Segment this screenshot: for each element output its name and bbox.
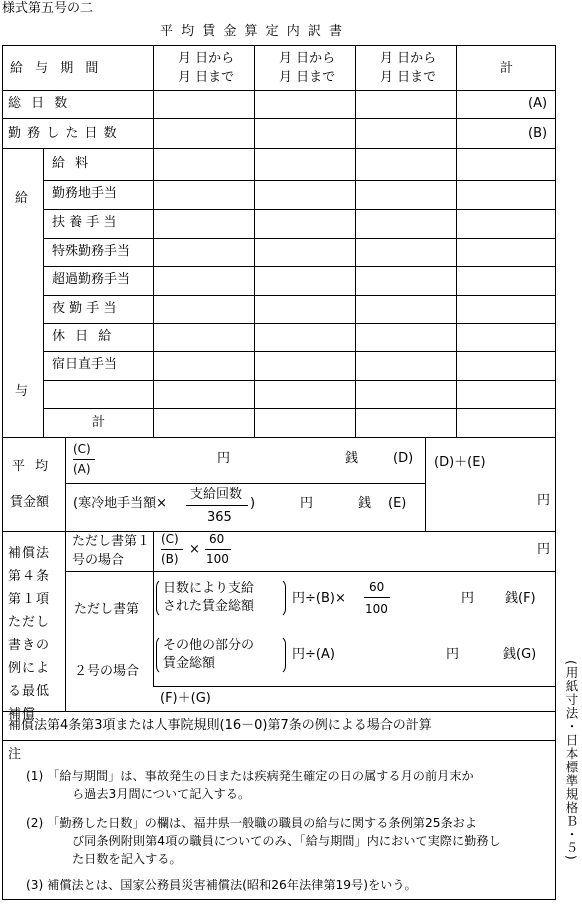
- pay-item-salary: 給 料: [52, 156, 92, 171]
- case1-fraction-bar: [161, 549, 183, 550]
- form-title: 平 均 賃 金 算 定 内 訳 書: [160, 24, 345, 39]
- case1-b: (B): [161, 552, 179, 566]
- pay-total-label: 計: [92, 415, 106, 430]
- avg-label-top: 平 均: [12, 459, 52, 474]
- case1-times: ×: [189, 542, 200, 557]
- total-days-label: 総 日 数: [8, 96, 71, 111]
- f-expression: 円÷(B)×: [292, 591, 346, 606]
- pay-item-night-watch: 宿日直手当: [52, 357, 118, 372]
- pay-item-night-duty: 夜 勤 手 当: [52, 301, 117, 316]
- de-yen: 円: [537, 493, 551, 508]
- col2-to: 月 日まで: [279, 70, 336, 85]
- f-fraction-bar: [364, 597, 390, 598]
- case1-label: ただし書第１号の場合: [72, 534, 151, 568]
- form-number: 様式第五号の二: [2, 1, 94, 16]
- avg-sen: 銭: [345, 451, 359, 466]
- note2-line1: (2) 「勤務した日数」の欄は、福井県一般職の職員の給与に関する条例第25条およ: [26, 816, 478, 830]
- cold-yen: 円: [300, 496, 314, 511]
- avg-fraction-bar: [73, 459, 95, 460]
- col1-from: 月 日から: [178, 51, 235, 66]
- f-yen: 円: [461, 591, 475, 606]
- f-den: 100: [365, 602, 388, 616]
- pay-item-overtime: 超過勤務手当: [52, 272, 131, 287]
- case1-yen: 円: [537, 542, 551, 557]
- case2-label-bottom: ２号の場合: [74, 664, 140, 679]
- avg-e: (E): [388, 496, 407, 511]
- g-yen: 円: [446, 647, 460, 662]
- case1-den: 100: [206, 552, 229, 566]
- avg-c: (C): [73, 442, 91, 456]
- cold-prefix: (寒冷地手当額×: [73, 496, 167, 511]
- avg-label-bottom: 賃金額: [10, 495, 50, 510]
- col3-to: 月 日まで: [380, 70, 437, 85]
- f-paren-line1: 日数により支給: [163, 581, 255, 596]
- f-sen: 銭(F): [505, 591, 536, 606]
- pay-item-dependent-allowance: 扶 養 手 当: [52, 215, 117, 230]
- pay-group-top: 給: [15, 191, 29, 206]
- compensation-label: 補償法第４条第１項ただし書きの例による最低補償: [8, 546, 51, 722]
- work-days-label: 勤 務 し た 日 数: [8, 126, 118, 141]
- case1-num: 60: [209, 532, 225, 546]
- note1-line1: (1) 「給与期間」は、事故発生の日または疾病発生確定の日の属する月の前月末か: [26, 769, 474, 783]
- note3: (3) 補償法とは、国家公務員災害補償法(昭和26年法律第19号)をいう。: [26, 878, 417, 892]
- case2-label-top: ただし書第: [74, 602, 140, 617]
- pay-item-holiday: 休 日 給: [52, 329, 115, 344]
- pay-item-location-allowance: 勤務地手当: [52, 186, 118, 201]
- cold-numerator: 支給回数: [190, 487, 243, 502]
- pay-item-special-duty: 特殊勤務手当: [52, 244, 131, 259]
- fg-sum: (F)＋(G): [160, 691, 211, 706]
- de-sum: (D)＋(E): [434, 455, 486, 470]
- avg-yen: 円: [217, 451, 231, 466]
- total-header: 計: [500, 61, 514, 76]
- g-sen: 銭(G): [503, 647, 537, 662]
- paper-size-note: (用紙寸法・日本標準規格Ｂ・５): [564, 660, 579, 861]
- g-expression: 円÷(A): [292, 647, 335, 662]
- notes-heading: 注: [8, 747, 22, 762]
- case1-percent-bar: [205, 549, 231, 550]
- g-paren-line2: 賃金総額: [163, 656, 216, 671]
- cold-sen: 銭: [358, 496, 372, 511]
- cold-denominator: 365: [207, 510, 232, 525]
- f-paren-line2: された賃金総額: [163, 599, 255, 614]
- g-paren-line1: その他の部分の: [163, 638, 255, 653]
- cold-fraction-bar: [186, 505, 248, 506]
- pay-group-bottom: 与: [15, 384, 29, 399]
- period-label: 給 与 期 間: [10, 61, 103, 76]
- case1-c: (C): [161, 532, 179, 546]
- note2-line3: た日数を記入する。: [72, 852, 182, 866]
- note2-line2: び同条例附則第4項の職員についてのみ、「給与期間」内において実際に勤務し: [72, 834, 501, 848]
- avg-d: (D): [393, 451, 414, 466]
- cold-suffix: ): [250, 496, 256, 511]
- col3-from: 月 日から: [380, 51, 437, 66]
- note1-line2: ら過去3月間について記入する。: [72, 787, 251, 801]
- col1-to: 月 日まで: [178, 70, 235, 85]
- f-num: 60: [369, 580, 385, 594]
- mark-b: (B): [528, 126, 548, 141]
- special-case-label: 補償法第4条第3項または人事院規則(16－0)第7条の例による場合の計算: [8, 718, 432, 733]
- avg-a: (A): [73, 462, 91, 476]
- col2-from: 月 日から: [279, 51, 336, 66]
- mark-a: (A): [528, 96, 548, 111]
